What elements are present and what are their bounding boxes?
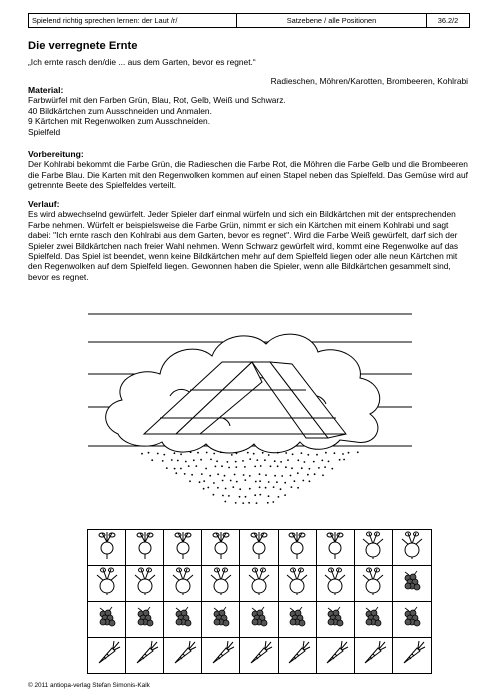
page-title: Die verregnete Ernte	[28, 40, 138, 52]
blackberry-icon	[168, 602, 198, 637]
procedure-text: Es wird abwechselnd gewürfelt. Jeder Spieler darf einmal würfeln und sich ein Bildkärtchen mit der entsprechenden Farbe nehmen. Würfelt er beispielsweise die Farbe Grün, nimmt er sich ein Kärtchen mit einem Kohlrabi und sagt dabei: "Ich ernte rasch den Kohlrabi aus dem Garten, bevor es regnet". Wird die Farbe Weiß gewürfelt, darf sich der Spieler zwei Bildkärtchen nach freier Wahl nehmen. Wenn Schwarz gewürfelt wird, kommt eine Regenwolke auf das Spielfeld. Das Spiel ist beendet, wenn keine Bildkärtchen mehr auf dem Spielfeld liegen oder alle neun Kärtchen mit den Regenwolken auf dem Spielfeld liegen. Gewonnen haben die Spieler, wenn alle Bildkärtchen gesammelt sind, bevor es regnet.	[28, 209, 459, 282]
blackberry-icon	[320, 602, 350, 637]
picture-card	[126, 638, 164, 673]
header-level: Satzebene / alle Positionen	[237, 14, 427, 27]
carrot-icon	[244, 638, 274, 673]
carrot-icon	[206, 638, 236, 673]
kohlrabi-icon	[397, 530, 427, 565]
picture-card	[355, 566, 393, 602]
material-line: Spielfeld	[28, 126, 61, 137]
copyright-footer: © 2011 antiopa-verlag Stefan Simonis-Kalk	[28, 682, 150, 689]
material-section	[28, 85, 468, 137]
blackberry-icon	[206, 602, 236, 637]
picture-card	[317, 530, 355, 566]
picture-card	[164, 638, 202, 673]
header-series-title: Spielend richtig sprechen lernen: der Laut /r/	[29, 14, 237, 27]
preparation-heading: Vorbereitung:	[28, 149, 84, 159]
kohlrabi-icon	[282, 566, 312, 601]
picture-card	[202, 602, 240, 638]
picture-card	[279, 602, 317, 638]
carrot-icon	[168, 638, 198, 673]
radish-icon	[92, 530, 122, 565]
picture-card	[126, 566, 164, 602]
kohlrabi-icon	[92, 566, 122, 601]
preparation-section	[28, 149, 468, 191]
target-sentence: „Ich ernte rasch den/die ... aus dem Garten, bevor es regnet.“	[28, 57, 256, 67]
kohlrabi-icon	[320, 566, 350, 601]
picture-card-grid	[87, 529, 432, 674]
picture-card	[393, 530, 431, 566]
procedure-section	[28, 199, 468, 282]
radish-icon	[244, 530, 274, 565]
material-line: 40 Bildkärtchen zum Ausschneiden und Anmalen.	[28, 105, 212, 116]
kohlrabi-icon	[130, 566, 160, 601]
picture-card	[393, 602, 431, 638]
picture-card	[317, 566, 355, 602]
picture-card	[202, 530, 240, 566]
kohlrabi-icon	[206, 566, 236, 601]
picture-card	[240, 638, 278, 673]
carrot-icon	[92, 638, 122, 673]
picture-card	[88, 602, 126, 638]
picture-card	[279, 566, 317, 602]
material-line: 9 Kärtchen mit Regenwolken zum Ausschneiden.	[28, 116, 211, 127]
picture-card	[240, 602, 278, 638]
picture-card	[164, 530, 202, 566]
blackberry-icon	[397, 602, 427, 637]
picture-card	[164, 602, 202, 638]
blackberry-icon	[397, 566, 427, 601]
picture-card	[317, 638, 355, 673]
picture-card	[202, 638, 240, 673]
procedure-heading: Verlauf:	[28, 199, 60, 209]
radish-icon	[130, 530, 160, 565]
picture-card	[393, 566, 431, 602]
picture-card	[126, 602, 164, 638]
material-heading: Material:	[28, 85, 64, 95]
radish-icon	[168, 530, 198, 565]
radish-icon	[282, 530, 312, 565]
rain-drops	[141, 451, 359, 504]
carrot-icon	[130, 638, 160, 673]
carrot-icon	[397, 638, 427, 673]
picture-card	[279, 638, 317, 673]
kohlrabi-icon	[358, 566, 388, 601]
preparation-text: Der Kohlrabi bekommt die Farbe Grün, die Radieschen die Farbe Rot, die Möhren die Farbe Gelb und die Brombeeren die Farbe Blau. Die Karten mit den Regenwolken kommen auf einen Stapel neben das Spielfeld. Das Gemüse wird auf getrennte Beete des Spielfeldes verteilt.	[28, 159, 468, 191]
picture-card	[393, 638, 431, 673]
kohlrabi-icon	[358, 530, 388, 565]
picture-card	[317, 602, 355, 638]
picture-card	[355, 530, 393, 566]
material-line: Farbwürfel mit den Farben Grün, Blau, Rot, Gelb, Weiß und Schwarz.	[28, 95, 286, 106]
kohlrabi-icon	[244, 566, 274, 601]
carrot-icon	[358, 638, 388, 673]
picture-card	[126, 530, 164, 566]
carrot-icon	[282, 638, 312, 673]
picture-card	[202, 566, 240, 602]
picture-card	[279, 530, 317, 566]
blackberry-icon	[92, 602, 122, 637]
carrot-icon	[320, 638, 350, 673]
picture-card	[355, 602, 393, 638]
blackberry-icon	[244, 602, 274, 637]
blackberry-icon	[130, 602, 160, 637]
picture-card	[240, 566, 278, 602]
picture-card	[88, 530, 126, 566]
radish-icon	[206, 530, 236, 565]
radish-icon	[320, 530, 350, 565]
picture-card	[355, 638, 393, 673]
header-bar	[28, 13, 470, 28]
blackberry-icon	[358, 602, 388, 637]
picture-card	[240, 530, 278, 566]
blackberry-icon	[282, 602, 312, 637]
vegetable-list: Radieschen, Möhren/Karotten, Brombeeren, Kohlrabi	[270, 76, 468, 86]
picture-card	[88, 566, 126, 602]
picture-card	[164, 566, 202, 602]
rain-cloud-board-illustration	[0, 306, 495, 526]
header-page-number: 36.2/2	[437, 16, 459, 25]
picture-card	[88, 638, 126, 673]
kohlrabi-icon	[168, 566, 198, 601]
